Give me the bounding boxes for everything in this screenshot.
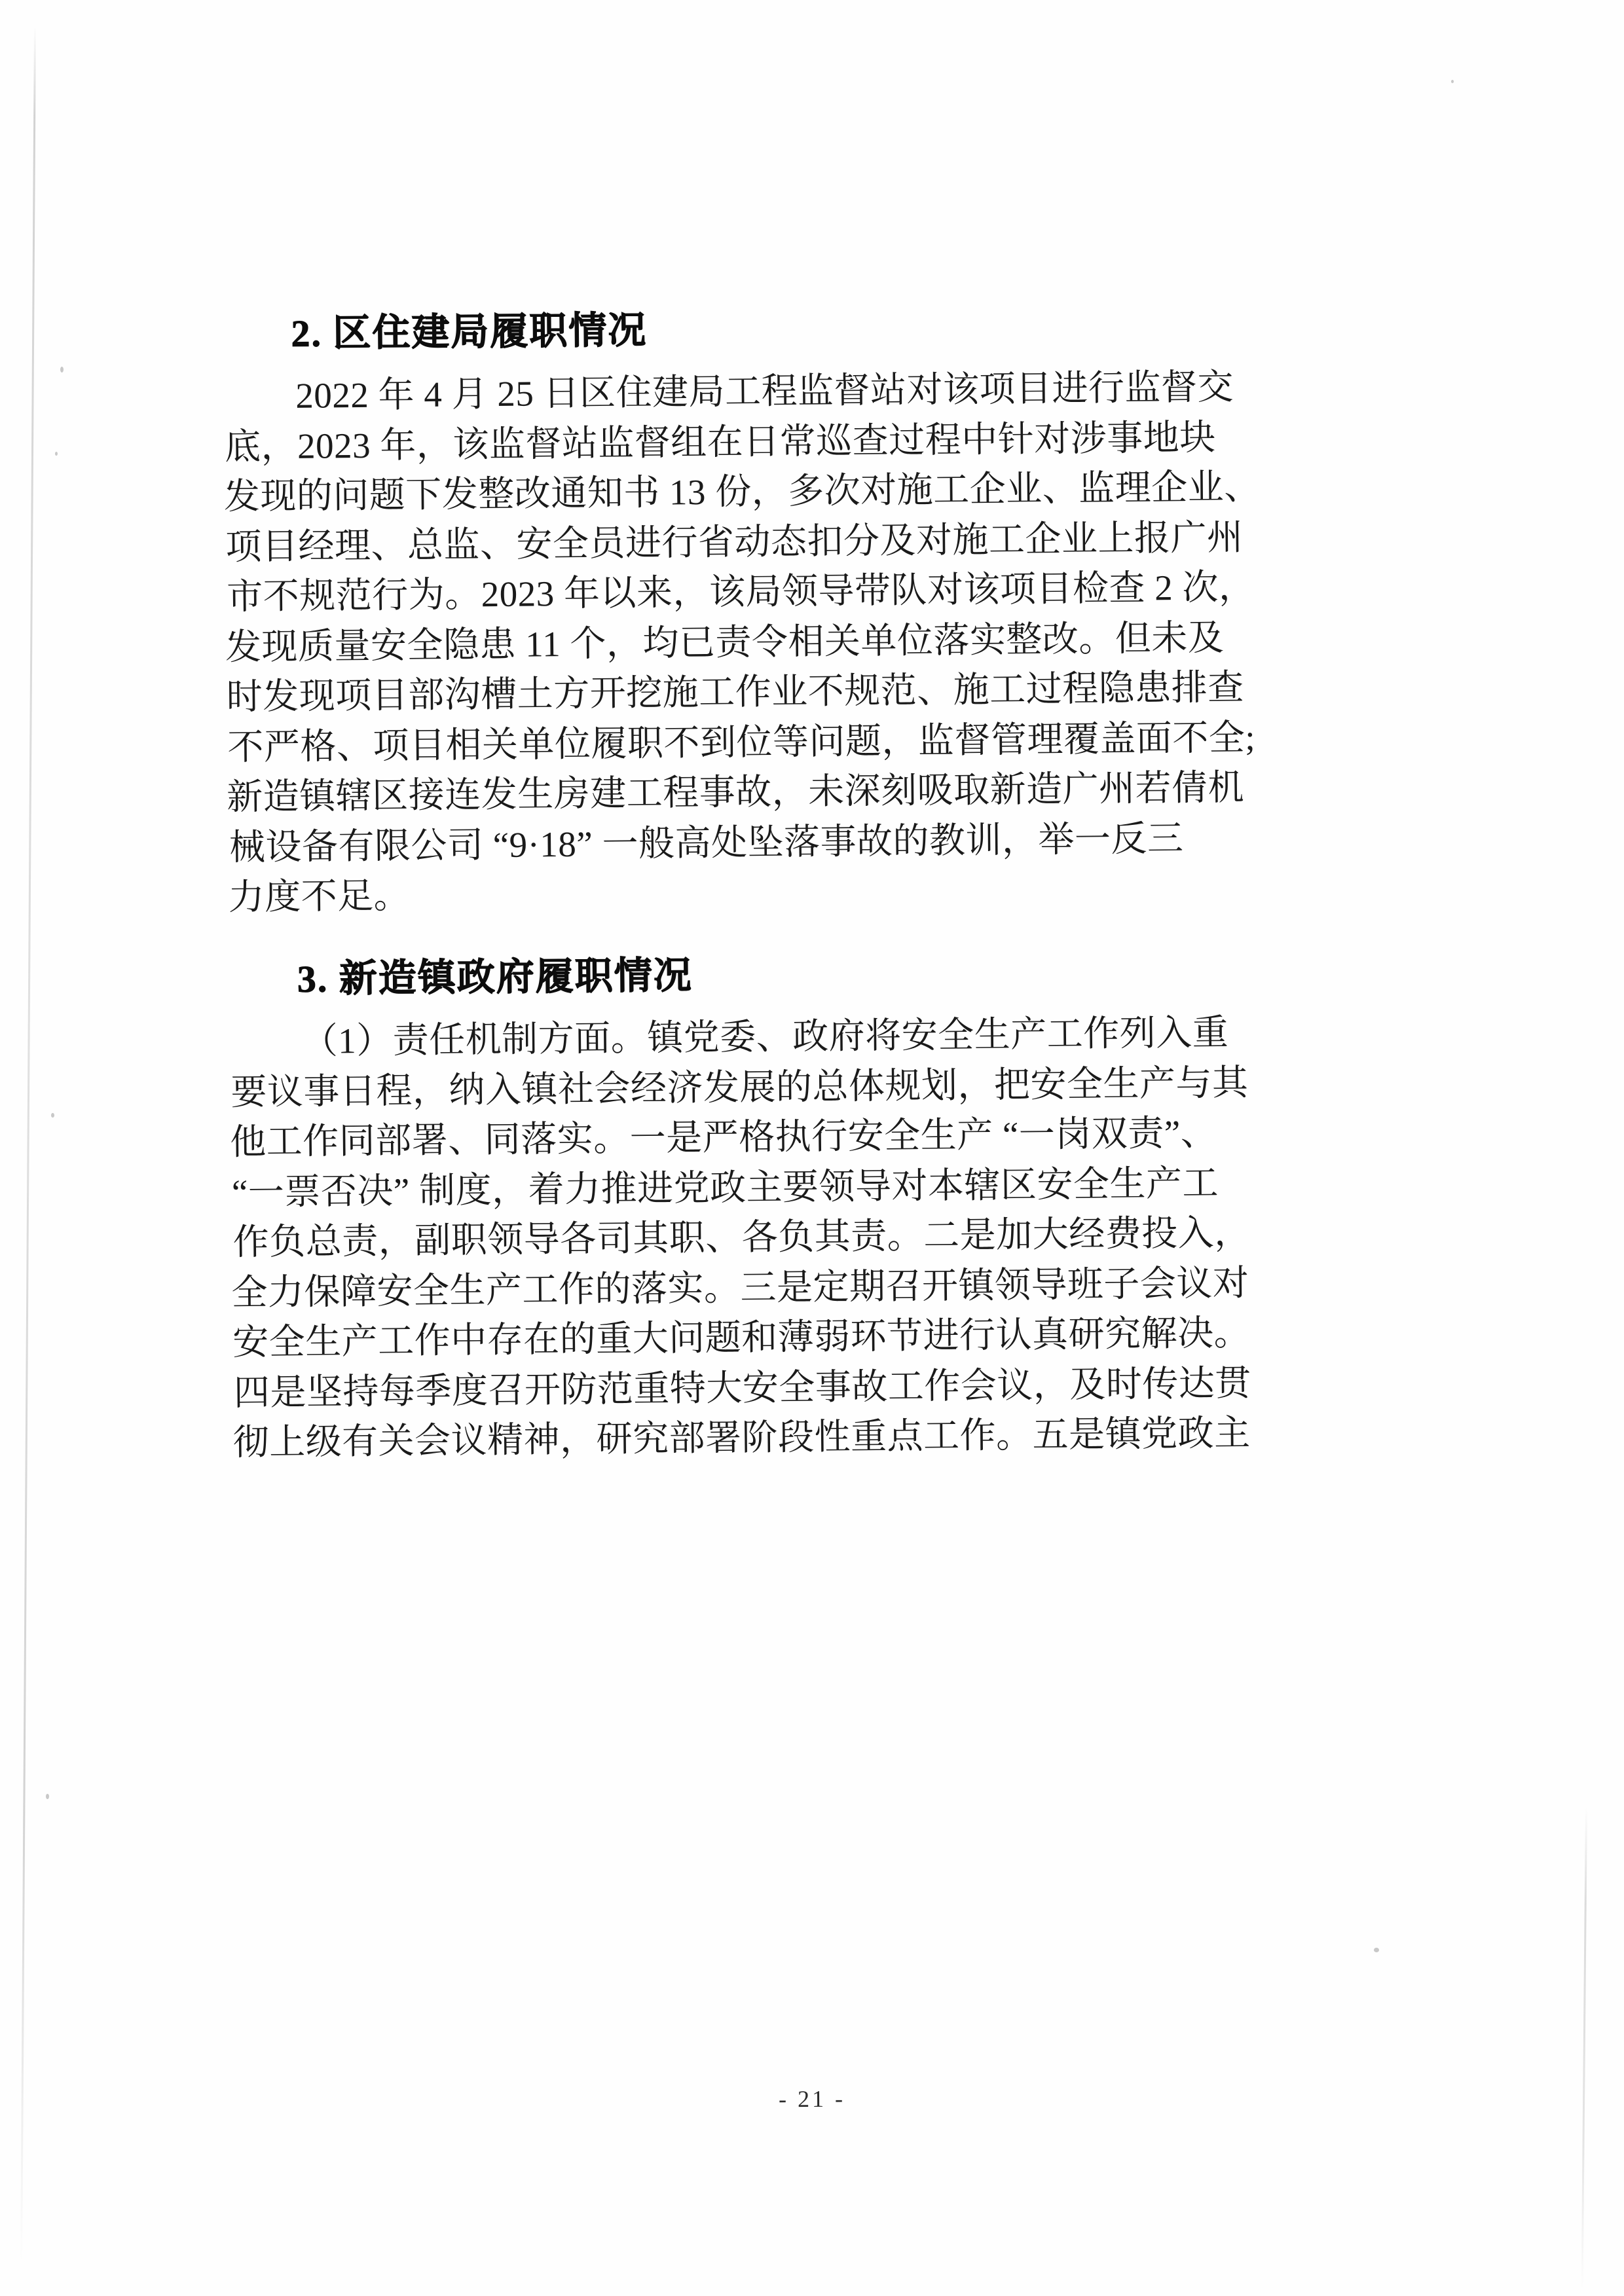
scan-speck	[51, 1113, 54, 1118]
text-line: 作负总责，副职领导各司其职、各负其责。二是加大经费投入，	[232, 1212, 1251, 1263]
text-line: 要议事日程，纳入镇社会经济发展的总体规划，把安全生产与其	[231, 1062, 1249, 1112]
document-body	[223, 296, 1465, 1468]
scan-edge-artifact-left	[20, 26, 36, 2265]
page-number: - 21 -	[778, 2085, 846, 2113]
text-line: （1）责任机制方面。镇党委、政府将安全生产工作列入重	[301, 1012, 1229, 1062]
scan-speck	[60, 367, 64, 373]
text-line: 不严格、项目相关单位履职不到位等问题，监督管理覆盖面不全;	[227, 717, 1256, 767]
scan-speck	[1451, 80, 1454, 83]
scan-speck	[46, 1794, 49, 1799]
text-line: 他工作同部署、同落实。一是严格执行安全生产 “一岗双责”、	[229, 1112, 1217, 1163]
text-line: 项目经理、总监、安全员进行省动态扣分及对施工企业上报广州	[225, 517, 1244, 567]
text-line: 彻上级有关会议精神，研究部署阶段性重点工作。五是镇党政主	[232, 1413, 1251, 1463]
text-line: 械设备有限公司 “9·18” 一般高处坠落事故的教训，举一反三	[229, 818, 1184, 867]
text-line: 四是坚持每季度召开防范重特大安全事故工作会议，及时传达贯	[233, 1362, 1252, 1413]
text-line: 安全生产工作中存在的重大问题和薄弱环节进行认真研究解决。	[232, 1313, 1251, 1363]
scan-speck	[1374, 1948, 1379, 1952]
text-line: 底，2023 年，该监督站监督组在日常巡查过程中针对涉事地块	[224, 417, 1217, 467]
text-line: 发现质量安全隐患 11 个，均已责令相关单位落实整改。但未及	[225, 617, 1225, 667]
section-3-paragraph	[229, 1006, 1465, 1468]
section-2-paragraph	[223, 360, 1460, 923]
section-heading-3: 3. 新造镇政府履职情况	[297, 954, 693, 1000]
text-line: 发现的问题下发整改通知书 13 份，多次对施工企业、监理企业、	[223, 467, 1261, 517]
scan-edge-artifact-right	[1581, 1807, 1587, 2291]
text-line: 新造镇辖区接连发生房建工程事故，未深刻吸取新造广州若倩机	[226, 767, 1245, 818]
section-heading-2: 2. 区住建局履职情况	[291, 308, 648, 355]
text-line: 力度不足。	[228, 875, 411, 918]
text-line: 时发现项目部沟槽土方开挖施工作业不规范、施工过程隐患排查	[226, 667, 1244, 718]
text-line: “一票否决” 制度，着力推进党政主要领导对本辖区安全生产工	[231, 1163, 1219, 1212]
text-line: 全力保障安全生产工作的落实。三是定期召开镇领导班子会议对	[231, 1262, 1249, 1313]
scan-speck	[55, 452, 58, 456]
text-line: 市不规范行为。2023 年以来，该局领导带队对该项目检查 2 次，	[226, 567, 1255, 617]
text-line: 2022 年 4 月 25 日区住建局工程监督站对该项目进行监督交	[295, 367, 1234, 416]
